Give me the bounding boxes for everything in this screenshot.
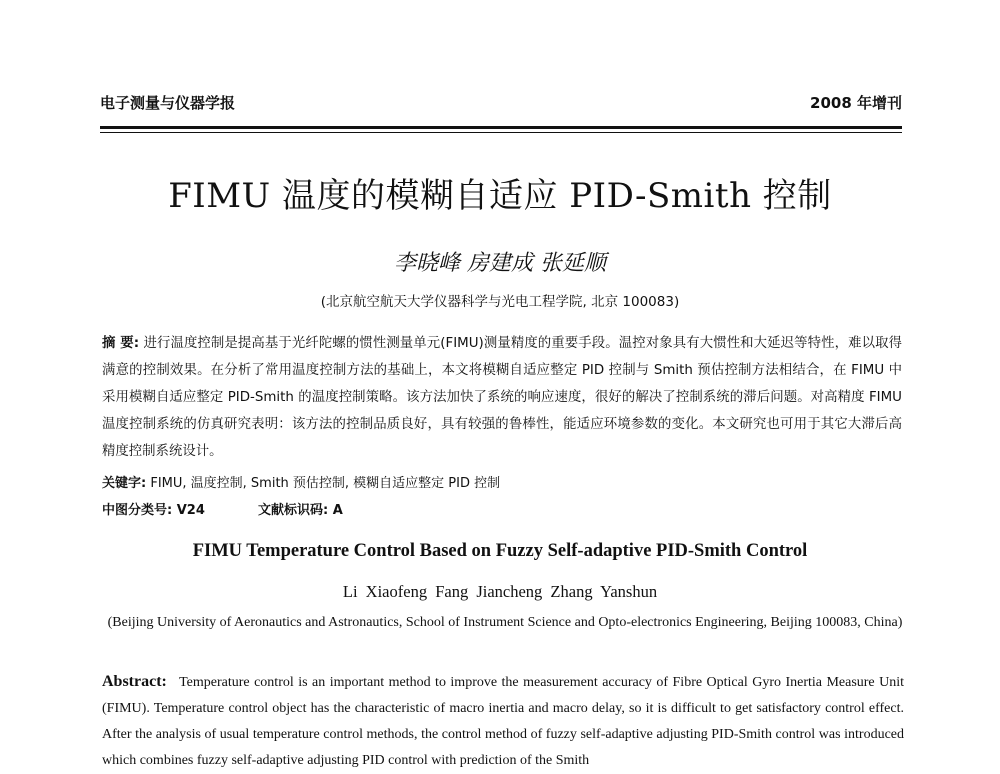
journal-name: 电子测量与仪器学报 xyxy=(100,94,236,112)
keywords-cn-text: FIMU, 温度控制, Smith 预估控制, 模糊自适应整定 PID 控制 xyxy=(150,476,501,491)
header-rule-thick xyxy=(100,126,902,129)
paper-title-en: FIMU Temperature Control Based on Fuzzy Self-adaptive PID-Smith Control xyxy=(192,541,808,561)
doc-code-value: A xyxy=(332,503,343,518)
abstract-cn-text: 进行温度控制是提高基于光纤陀螺的惯性测量单元(FIMU)测量精度的重要手段。温控对象具有大惯性和大延迟等特性，难以取得满意的控制效果。在分析了常用温度控制方法的基础上，本文将模糊自适应整定 PID 控制与 Smith 预估控制方法相结合，在 FIMU 中采用模糊自适应整定 PID-Smith 的温度控制策略。该方法加快了系统的响应速度，很好的解决了控制系统的滞后问题。对高精度 FIMU 温度控制系统的仿真研究表明：该方法的控制品质良好，具有较强的鲁棒性，能适应环境参数的变化。本文研究也可用于其它大滞后高精度控制系统设计。 xyxy=(102,336,902,459)
abstract-en-text: Temperature control is an important method to improve the measurement accuracy of Fibre Optical Gyro Inertia Measure Unit (FIMU). Temperature control object has the characteristic of macro inertia and macro delay, so it is difficult to get satisfactory control effect. After the analysis of usual temperature control methods, the control method of fuzzy self-adaptive adjusting PID-Smith control was introduced which combines fuzzy self-adaptive adjusting PID control with prediction of the Smith xyxy=(102,675,905,768)
abstract-cn-label: 摘 要: xyxy=(102,336,140,351)
keywords-cn xyxy=(102,472,902,491)
affiliation-en: (Beijing University of Aeronautics and Astronautics, School of Instrument Science and Opto-electronics Engineering, Beijing 100083, China) xyxy=(107,615,903,630)
clc-value: V24 xyxy=(176,503,205,518)
abstract-en-label: Abstract: xyxy=(102,673,167,690)
paper-title-cn: FIMU 温度的模糊自适应 PID-Smith 控制 xyxy=(168,176,832,216)
keywords-cn-label: 关键字: xyxy=(102,476,147,491)
abstract-cn xyxy=(102,330,902,465)
authors-cn: 李晓峰 房建成 张延顺 xyxy=(394,251,606,276)
header-rule-thin xyxy=(100,132,902,133)
issue-label: 2008 年增刊 xyxy=(810,94,902,112)
doc-code-label: 文献标识码: xyxy=(257,503,329,518)
running-header xyxy=(100,92,902,113)
classification-line xyxy=(102,499,902,518)
affiliation-cn: (北京航空航天大学仪器科学与光电工程学院, 北京 100083) xyxy=(320,294,680,310)
clc-label: 中图分类号: xyxy=(102,503,173,518)
abstract-en xyxy=(102,669,904,774)
authors-en: Li Xiaofeng Fang Jiancheng Zhang Yanshun xyxy=(342,582,658,601)
